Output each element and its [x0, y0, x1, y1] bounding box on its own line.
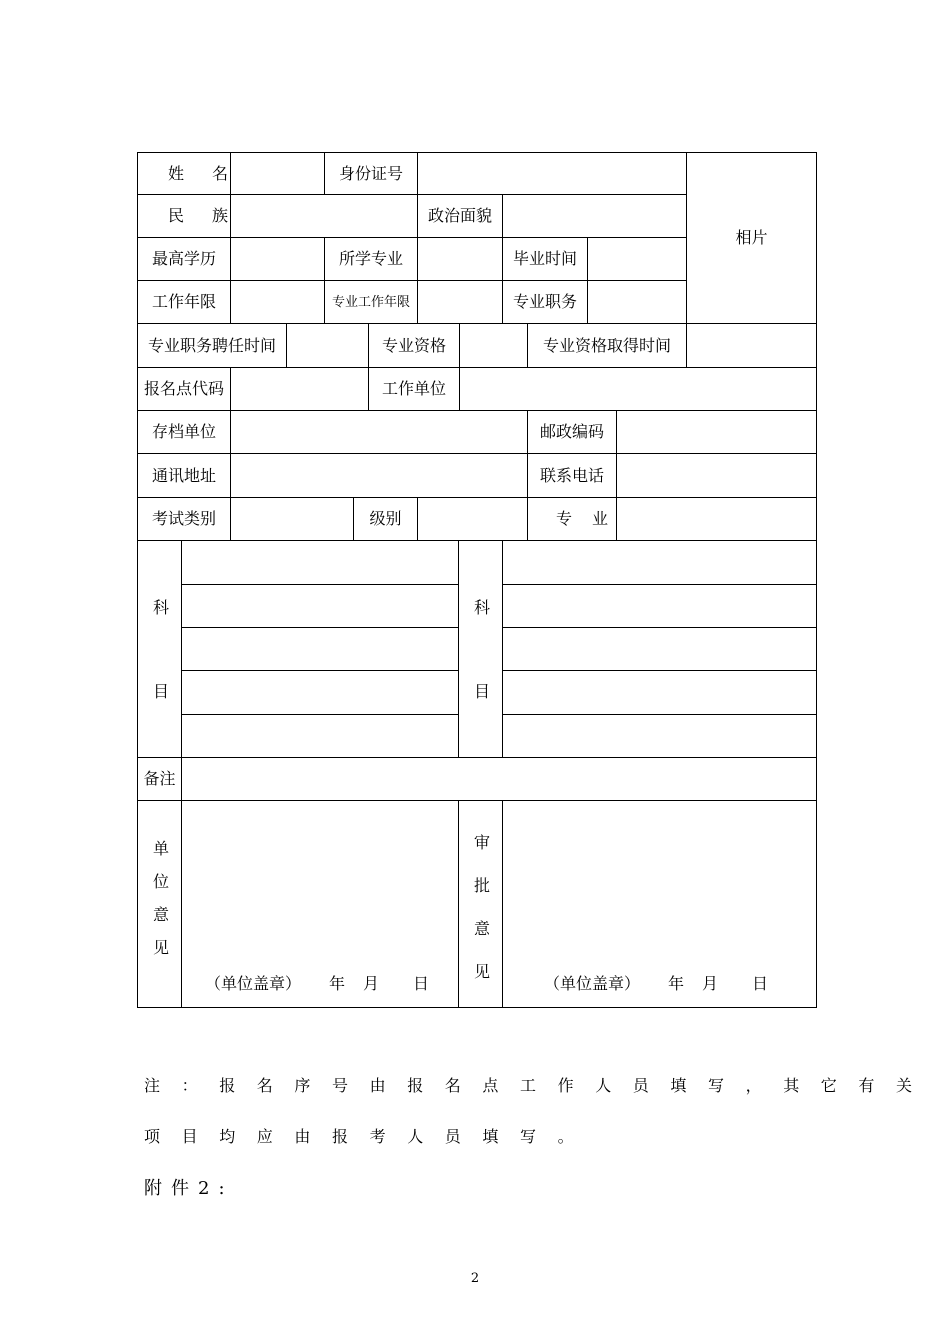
- archive-unit-label: 存档单位: [151, 422, 216, 441]
- phone-field[interactable]: [617, 454, 816, 497]
- level-label: 级别: [369, 509, 402, 528]
- subject-right-row[interactable]: [503, 585, 816, 627]
- work-years-field[interactable]: [231, 281, 324, 323]
- unit-opinion-label: 单位意见: [150, 840, 170, 972]
- id-number-field[interactable]: [418, 153, 686, 194]
- subject-right-row[interactable]: [503, 715, 816, 757]
- professional-work-years-label: 专业工作年限: [331, 294, 410, 310]
- ethnicity-field[interactable]: [231, 195, 417, 237]
- education-label: 最高学历: [151, 249, 216, 268]
- subject-right-row[interactable]: [503, 541, 816, 584]
- id-number-label: 身份证号: [338, 163, 403, 183]
- ethnicity-label: 民族: [167, 206, 256, 225]
- political-status-field[interactable]: [503, 195, 686, 237]
- graduation-time-field[interactable]: [588, 238, 686, 280]
- education-field[interactable]: [231, 238, 324, 280]
- attachment-label: 附件2:: [144, 1178, 234, 1199]
- address-field[interactable]: [231, 454, 527, 497]
- approval-opinion-label: 审批意见: [471, 834, 491, 1006]
- site-code-field[interactable]: [231, 368, 368, 410]
- approval-year-label: 年: [667, 974, 684, 993]
- site-code-label: 报名点代码: [143, 379, 224, 398]
- exam-category-label: 考试类别: [151, 509, 216, 528]
- exam-category-field[interactable]: [231, 498, 353, 540]
- specialty-label: 专业: [555, 509, 628, 528]
- subject-left-row[interactable]: [182, 715, 458, 757]
- subject-right-row[interactable]: [503, 628, 816, 670]
- professional-title-label: 专业职务: [512, 292, 577, 311]
- approval-month-label: 月: [701, 974, 718, 993]
- major-studied-label: 所学专业: [338, 249, 403, 268]
- unit-day-label: 日: [412, 974, 429, 993]
- major-studied-field[interactable]: [418, 238, 502, 280]
- address-label: 通讯地址: [151, 465, 216, 485]
- name-field[interactable]: [231, 153, 324, 194]
- qualification-time-label: 专业资格取得时间: [542, 335, 671, 355]
- graduation-time-label: 毕业时间: [512, 249, 577, 268]
- note-line-2: 项目均应由报考人员填写。: [144, 1127, 596, 1146]
- approval-seal-label: （单位盖章）: [544, 974, 641, 993]
- work-years-label: 工作年限: [151, 292, 216, 311]
- specialty-field[interactable]: [617, 498, 816, 540]
- archive-unit-field[interactable]: [231, 411, 527, 453]
- page-number: 2: [470, 1271, 480, 1286]
- qualification-label: 专业资格: [381, 335, 446, 355]
- title-appointment-time-label: 专业职务聘任时间: [147, 335, 276, 355]
- unit-month-label: 月: [362, 974, 379, 993]
- approval-day-label: 日: [751, 974, 768, 993]
- subject-right-row[interactable]: [503, 671, 816, 714]
- photo-area[interactable]: 相片: [735, 228, 768, 247]
- unit-seal-label: （单位盖章）: [205, 974, 302, 993]
- remarks-field[interactable]: [182, 758, 816, 800]
- title-appointment-time-field[interactable]: [287, 324, 368, 367]
- qualification-time-field[interactable]: [687, 324, 816, 367]
- subject-left-row[interactable]: [182, 628, 458, 670]
- subject-left-row[interactable]: [182, 671, 458, 714]
- subject-left-row[interactable]: [182, 585, 458, 627]
- professional-title-field[interactable]: [588, 281, 686, 323]
- employer-field[interactable]: [460, 368, 816, 410]
- note-line-1: 注：报名序号由报名点工作人员填写，其它有关: [144, 1076, 934, 1095]
- subjects-right-label: 科目: [471, 599, 491, 767]
- political-status-label: 政治面貌: [427, 206, 492, 225]
- postal-code-label: 邮政编码: [539, 422, 604, 441]
- subject-left-row[interactable]: [182, 541, 458, 584]
- level-field[interactable]: [418, 498, 527, 540]
- professional-work-years-field[interactable]: [418, 281, 502, 323]
- remarks-label: 备注: [143, 769, 176, 788]
- unit-year-label: 年: [328, 974, 345, 993]
- employer-label: 工作单位: [381, 379, 446, 398]
- name-label: 姓名: [167, 163, 256, 183]
- phone-label: 联系电话: [539, 465, 604, 485]
- subjects-left-label: 科目: [150, 599, 170, 767]
- postal-code-field[interactable]: [617, 411, 816, 453]
- qualification-field[interactable]: [460, 324, 527, 367]
